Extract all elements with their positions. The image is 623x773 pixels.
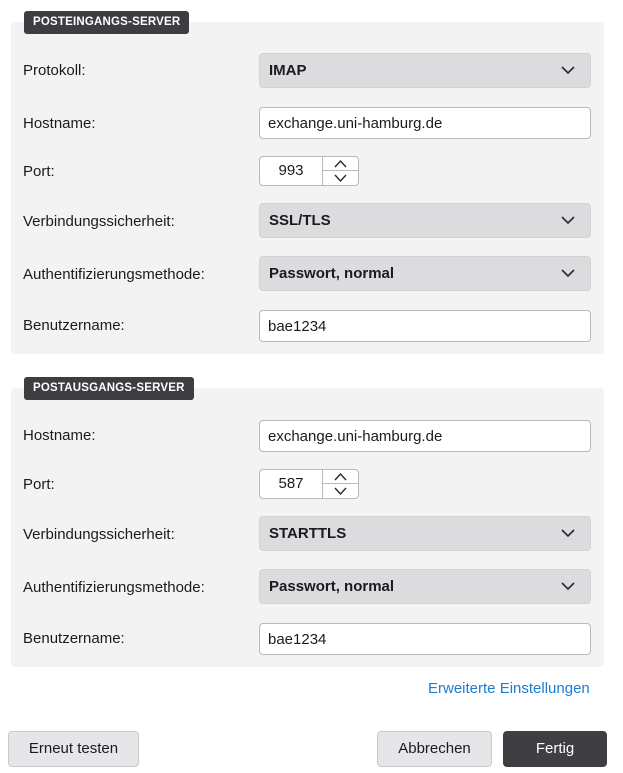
outgoing-port-increment-button[interactable]	[323, 470, 358, 484]
incoming-protocol-value: IMAP	[269, 62, 307, 79]
outgoing-port-spin	[322, 470, 358, 498]
incoming-server-header: POSTEINGANGS-SERVER	[24, 11, 189, 34]
outgoing-hostname-label: Hostname:	[23, 427, 96, 444]
incoming-auth-select[interactable]	[259, 256, 591, 291]
incoming-port-label: Port:	[23, 163, 55, 180]
outgoing-username-input[interactable]	[259, 623, 591, 655]
incoming-port-decrement-button[interactable]	[323, 171, 358, 185]
incoming-auth-label: Authentifizierungsmethode:	[23, 266, 205, 283]
outgoing-port-label: Port:	[23, 476, 55, 493]
chevron-up-icon	[334, 472, 347, 482]
chevron-down-icon	[561, 526, 575, 540]
outgoing-auth-label: Authentifizierungsmethode:	[23, 579, 205, 596]
incoming-protocol-select[interactable]	[259, 53, 591, 88]
incoming-hostname-input[interactable]	[259, 107, 591, 139]
incoming-username-input[interactable]	[259, 310, 591, 342]
incoming-hostname-label: Hostname:	[23, 115, 96, 132]
outgoing-auth-select[interactable]	[259, 569, 591, 604]
outgoing-port-decrement-button[interactable]	[323, 484, 358, 498]
chevron-down-icon	[561, 213, 575, 227]
outgoing-hostname-input[interactable]	[259, 420, 591, 452]
incoming-security-select[interactable]	[259, 203, 591, 238]
chevron-down-icon	[561, 63, 575, 77]
incoming-port-stepper[interactable]	[259, 156, 359, 186]
incoming-security-label: Verbindungssicherheit:	[23, 213, 175, 230]
chevron-down-icon	[334, 486, 347, 496]
outgoing-server-header: POSTAUSGANGS-SERVER	[24, 377, 194, 400]
chevron-down-icon	[561, 579, 575, 593]
outgoing-security-value: STARTTLS	[269, 525, 347, 542]
done-button[interactable]: Fertig	[503, 731, 607, 767]
incoming-protocol-label: Protokoll:	[23, 62, 86, 79]
outgoing-username-label: Benutzername:	[23, 630, 125, 647]
chevron-down-icon	[334, 173, 347, 183]
outgoing-port-value: 587	[278, 475, 304, 492]
incoming-username-label: Benutzername:	[23, 317, 125, 334]
incoming-port-increment-button[interactable]	[323, 157, 358, 171]
outgoing-security-label: Verbindungssicherheit:	[23, 526, 175, 543]
outgoing-security-select[interactable]	[259, 516, 591, 551]
cancel-button[interactable]: Abbrechen	[377, 731, 492, 767]
retest-button[interactable]: Erneut testen	[8, 731, 139, 767]
incoming-port-value: 993	[278, 162, 304, 179]
advanced-settings-link[interactable]: Erweiterte Einstellungen	[428, 680, 590, 697]
chevron-up-icon	[334, 159, 347, 169]
chevron-down-icon	[561, 266, 575, 280]
incoming-auth-value: Passwort, normal	[269, 265, 395, 282]
incoming-security-value: SSL/TLS	[269, 212, 331, 229]
outgoing-port-stepper[interactable]	[259, 469, 359, 499]
outgoing-auth-value: Passwort, normal	[269, 578, 395, 595]
incoming-port-spin	[322, 157, 358, 185]
